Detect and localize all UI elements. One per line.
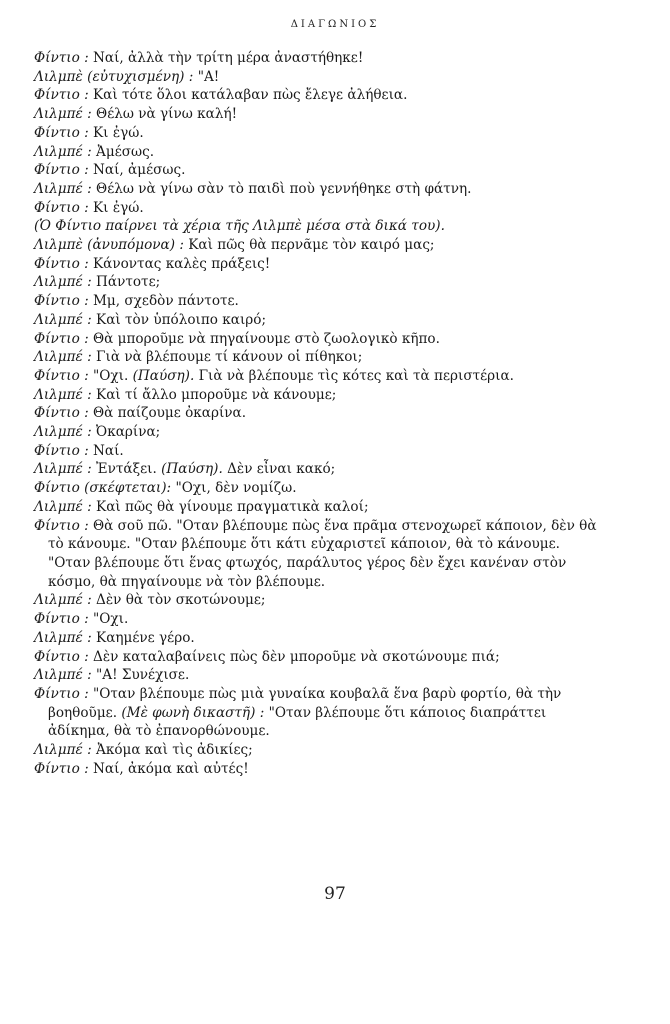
dialogue-line (34, 741, 600, 760)
dialogue-line (34, 199, 600, 218)
speaker-name: Φίντιο : (34, 50, 89, 66)
dialogue-line (34, 685, 600, 741)
dialogue-line (34, 124, 600, 143)
speaker-name: Λιλμπέ : (34, 106, 92, 123)
line-text: Γιὰ νὰ βλέπουμε τὶς κότες καὶ τὰ περιστέρια. (194, 367, 514, 384)
line-text: Δὲν καταλαβαίνεις πὼς δὲν μποροῦμε νὰ σκοτώνουμε πιά; (88, 648, 500, 665)
line-text: Θὰ παίζουμε ὀκαρίνα. (88, 405, 247, 422)
line-text: Ὀκαρίνα; (91, 424, 161, 441)
speaker-name: Φίντιο : (34, 124, 89, 141)
line-text: Θέλω νὰ γίνω καλή! (91, 106, 238, 123)
speaker-name: Φίντιο : (34, 162, 89, 179)
dialogue-line (34, 404, 600, 423)
dialogue-line (34, 367, 600, 386)
speaker-name: Λιλμπέ : (34, 386, 92, 403)
dialogue-line (34, 442, 600, 461)
speaker-name: Λιλμπέ : (34, 461, 92, 478)
speaker-name: Λιλμπέ : (34, 143, 92, 160)
line-text: Θέλω νὰ γίνω σὰν τὸ παιδὶ ποὺ γεννήθηκε στὴ φάτνη. (91, 180, 472, 197)
stage-direction: (Παύση). (132, 367, 195, 384)
line-text: Μμ, σχεδὸν πάντοτε. (88, 293, 239, 310)
dialogue-line (34, 629, 600, 648)
speaker-name: Λιλμπέ : (34, 424, 92, 441)
line-text: "Οταν βλέπουμε πὼς μιὰ γυναίκα κουβαλᾶ ἕνα βαρὺ φορτίο, θὰ τὴν βοηθοῦμε. (48, 685, 562, 721)
dialogue-line (34, 498, 600, 517)
speaker-name: Φίντιο : (34, 685, 89, 702)
dialogue-line (34, 273, 600, 292)
speaker-name: Λιλμπέ : (34, 592, 92, 609)
speaker-name: Φίντιο : (34, 330, 89, 347)
line-text: Καὶ τότε ὅλοι κατάλαβαν πὼς ἔλεγε ἀλήθεια. (88, 87, 408, 104)
stage-direction: (Παύση). (161, 461, 223, 478)
dialogue-line (34, 292, 600, 311)
line-text: Δὲν εἶναι κακό; (222, 461, 336, 478)
dialogue-line (34, 236, 600, 255)
dialogue-line (34, 610, 600, 629)
line-text: Ναί. (88, 442, 124, 459)
stage-direction: (σκέφτεται): (79, 480, 172, 497)
dialogue-line (34, 330, 600, 349)
dialogue-line (34, 460, 600, 479)
page-number: 97 (324, 884, 346, 904)
line-text: "Οχι. (88, 611, 129, 628)
dialogue-line (34, 180, 600, 199)
speaker-name: Φίντιο : (34, 87, 89, 104)
line-text: Κι ἐγώ. (88, 124, 144, 141)
line-text: "Οταν βλέπουμε ὅτι κάποιος διαπράττει ἀδίκημα, θὰ τὸ ἐπανορθώνουμε. (48, 704, 547, 740)
speaker-name: Λιλμπέ : (34, 180, 92, 197)
speaker-name: Φίντιο : (34, 367, 89, 384)
dialogue-line (34, 386, 600, 405)
line-text: Ναί, ἀμέσως. (88, 162, 186, 179)
speaker-name: Φίντιο : (34, 199, 89, 216)
line-text: Δὲν θὰ τὸν σκοτώνουμε; (91, 592, 266, 609)
stage-direction: (Μὲ φωνὴ δικαστῆ) : (121, 704, 265, 721)
line-text: "Α! Συνέχισε. (91, 667, 190, 684)
dialogue-line (34, 479, 600, 498)
line-text: Καημένε γέρο. (91, 629, 195, 646)
speaker-name: Φίντιο : (34, 405, 89, 422)
speaker-name: Φίντιο : (34, 293, 89, 310)
dialogue-line (34, 49, 600, 68)
dialogue-line (34, 348, 600, 367)
line-text: Καὶ τί ἄλλο μποροῦμε νὰ κάνουμε; (91, 386, 337, 403)
line-text: Ἀκόμα καὶ τὶς ἀδικίες; (91, 742, 253, 759)
dialogue-line (34, 591, 600, 610)
line-text: "Οχι, δὲν νομίζω. (171, 480, 297, 497)
line-text: "Οχι. (88, 367, 133, 384)
speaker-name: Λιλμπέ : (34, 742, 92, 759)
speaker-name: Φίντιο (34, 480, 80, 497)
line-text: Καὶ τὸν ὑπόλοιπο καιρό; (91, 311, 267, 328)
dialogue-line (34, 648, 600, 667)
dialogue-line (34, 666, 600, 685)
dialogue-line (34, 105, 600, 124)
line-text: Πάντοτε; (91, 274, 161, 291)
line-text: Ναί, ἀλλὰ τὴν τρίτη μέρα ἀναστήθηκε! (88, 50, 364, 66)
dialogue-line (34, 517, 600, 592)
speaker-name: Φίντιο : (34, 611, 89, 628)
speaker-name: Λιλμπέ : (34, 498, 92, 515)
line-text: Καὶ πῶς θὰ γίνουμε πραγματικὰ καλοί; (91, 498, 369, 515)
line-text: Γιὰ νὰ βλέπουμε τί κάνουν οἱ πίθηκοι; (91, 349, 363, 366)
dialogue-line (34, 311, 600, 330)
dialogue-line (34, 217, 600, 236)
line-text: Καὶ πῶς θὰ περνᾶμε τὸν καιρό μας; (183, 237, 435, 254)
dialogue-line (34, 255, 600, 274)
speaker-name: Λιλμπὲ (34, 237, 83, 254)
stage-direction: (ἀνυπόμονα) : (82, 237, 184, 254)
stage-direction: (Ὁ Φίντιο παίρνει τὰ χέρια τῆς Λιλμπὲ μέσα στὰ δικά του). (34, 218, 445, 235)
speaker-name: Λιλμπὲ (34, 68, 83, 85)
speaker-name: Λιλμπέ : (34, 311, 92, 328)
speaker-name: Φίντιο : (34, 648, 89, 665)
dialogue-line (34, 68, 600, 87)
speaker-name: Φίντιο : (34, 255, 89, 272)
dialogue-line (34, 143, 600, 162)
dialogue-line (34, 86, 600, 105)
line-text: Κάνοντας καλὲς πράξεις! (88, 255, 271, 272)
dialogue-list (34, 49, 600, 778)
speaker-name: Φίντιο : (34, 442, 89, 459)
line-text: Ναί, ἀκόμα καὶ αὐτές! (88, 760, 249, 777)
speaker-name: Λιλμπέ : (34, 667, 92, 684)
speaker-name: Λιλμπέ : (34, 629, 92, 646)
speaker-name: Φίντιο : (34, 760, 89, 777)
line-text: Ἐντάξει. (91, 461, 162, 478)
speaker-name: Λιλμπέ : (34, 274, 92, 291)
line-text: Ἀμέσως. (91, 143, 155, 160)
dialogue-line (34, 760, 600, 779)
line-text: Θὰ σοῦ πῶ. "Οταν βλέπουμε πὼς ἕνα πρᾶμα στενοχωρεῖ κάποιον, δὲν θὰ τὸ κάνουμε. "Οταν βλέπουμε ὅτι κάτι εὐχαριστεῖ κάποιον, θὰ τὸ κάνουμε. "Οταν βλέπουμε ὅτι ἕνας φτωχός, παράλυτος γέρος δὲν ἔχει κανέναν στὸν κόσμο, θὰ πηγαίνουμε νὰ τὸν βλέπουμε. (48, 517, 597, 590)
speaker-name: Φίντιο : (34, 517, 89, 534)
speaker-name: Λιλμπέ : (34, 349, 92, 366)
dialogue-line (34, 161, 600, 180)
line-text: Θὰ μποροῦμε νὰ πηγαίνουμε στὸ ζωολογικὸ κῆπο. (88, 330, 440, 347)
running-head: ΔΙΑΓΩΝΙΟΣ (290, 19, 380, 30)
dialogue-line (34, 423, 600, 442)
line-text: "Α! (193, 68, 220, 85)
line-text: Κι ἐγώ. (88, 199, 144, 216)
stage-direction: (εὐτυχισμένη) : (82, 68, 194, 85)
